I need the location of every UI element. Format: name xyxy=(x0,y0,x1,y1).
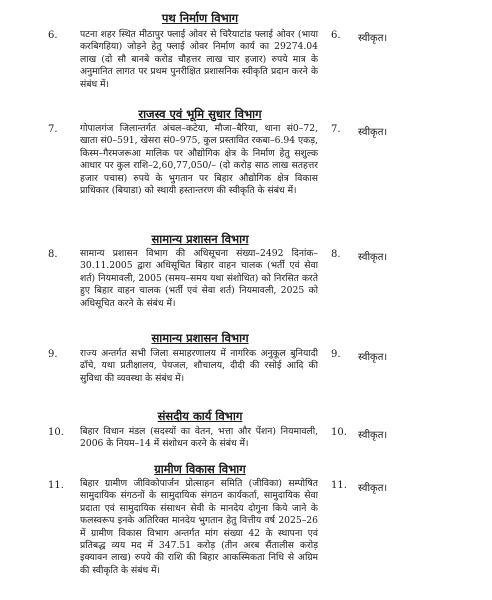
item-text: गोपालगंज जिलान्तर्गत अंचल–कटेया, मौजा–बैरिया, थाना सं0–72, खाता सं0–591, खेसरा सं0–975, कुल प्रस्तावित रकबा–6.94 एकड़, किस्म–गैरमजरूआ मालिक पर औद्योगिक क्षेत्र के निर्माण हेतु सशुल्क आधार पर कुल राशि–2,60,77,050/– (दो करोड़ साठ लाख सतहत्तर हजार पचास) रुपये के भुगतान पर बिहार औद्योगिक क्षेत्र विकास प्राधिकार (बियाडा) को स्थायी हस्तान्तरण की स्वीकृति के संबंध में। xyxy=(80,123,318,197)
decision-status: स्वीकृत। xyxy=(358,352,388,363)
section-heading: सामान्य प्रशासन विभाग xyxy=(151,331,249,345)
section-heading: पथ निर्माण विभाग xyxy=(161,11,239,25)
item-number: 8. xyxy=(48,249,58,260)
decision-number: 6. xyxy=(331,30,341,41)
item-text: पटना शहर स्थित मीठापुर फ्लाई ओवर से चिरैयाटांड फ्लाई ओवर (भाया करबिगहिया) जोड़ने हेतु फ्लाई ओवर निर्माण कार्य का 29274.04 लाख (दो सौ बानबे करोड चौहत्तर लाख चार हजार) रुपये मात्र के अनुमानित लागत पर प्रथम पुनरीक्षित प्रशासनिक स्वीकृति प्रदान करने के संबंध में। xyxy=(80,29,318,90)
decision-status: स्वीकृत। xyxy=(358,483,388,494)
decision-number: 11. xyxy=(331,480,347,491)
decision-number: 8. xyxy=(331,249,341,260)
decision-number: 10. xyxy=(331,427,347,438)
decision-number: 9. xyxy=(331,349,341,360)
item-text: सामान्य प्रशासन विभाग की अधिसूचना संख्या–2492 दिनांक–30.11.2005 द्वारा अधिसूचित बिहार वाहन चालक (भर्ती एवं सेवा शर्त) नियमावली, 2005 (समय–समय यथा संशोधित) को निरसित करते हुए बिहार वाहन चालक (भर्ती एवं सेवा शर्त) नियमावली, 2025 को अधिसूचित करने के संबंध में। xyxy=(80,248,318,309)
item-text: बिहार ग्रामीण जीविकोपार्जन प्रोत्साहन समिति (जीविका) सम्पोषित सामुदायिक संगठनों के सामुदायिक संगठन कार्यकर्ता, सामुदायिक सेवा प्रदाता एवं सामुदायिक संसाधन सेवी के मानदेय दोगुना किये जाने के फलस्वरूप इनके अतिरिक्त मानदेय भुगतान हेतु वित्तीय वर्ष 2025–26 में ग्रामीण विकास विभाग अन्तर्गत मांग संख्या 42 के स्थापना एवं प्रतिबद्ध व्यय मद में 347.51 करोड़ (तीन अरब सैंतालीस करोड़ इक्यावन लाख) रुपये की राशि की बिहार आकस्मिकता निधि से अग्रिम की स्वीकृति के संबंध में। xyxy=(80,478,318,576)
section-heading: ग्रामीण विकास विभाग xyxy=(154,462,246,476)
item-number: 11. xyxy=(48,480,64,491)
section-heading: राजस्व एवं भूमि सुधार विभाग xyxy=(138,107,262,121)
item-text: बिहार विधान मंडल (सदस्यों का वेतन, भत्ता और पेंशन) नियमावली, 2006 के नियम–14 में संशोधन करने के संबंध में। xyxy=(80,426,318,450)
item-text: राज्य अन्तर्गत सभी जिला समाहरणालय में नागरिक अनुकूल बुनियादी ढाँचे, यथा प्रतीक्षालय, पेयजल, शौचालय, दीदी की रसोई आदि की सुविधा की व्यवस्था के संबंध में। xyxy=(80,348,318,384)
decision-number: 7. xyxy=(331,124,341,135)
decision-status: स्वीकृत। xyxy=(358,127,388,138)
item-number: 9. xyxy=(48,349,58,360)
decision-status: स्वीकृत। xyxy=(358,252,388,263)
item-number: 10. xyxy=(48,427,64,438)
decision-status: स्वीकृत। xyxy=(358,33,388,44)
decision-status: स्वीकृत। xyxy=(358,430,388,441)
section-heading: संसदीय कार्य विभाग xyxy=(157,409,243,423)
section-heading: सामान्य प्रशासन विभाग xyxy=(151,232,249,246)
item-number: 6. xyxy=(48,30,58,41)
item-number: 7. xyxy=(48,124,58,135)
